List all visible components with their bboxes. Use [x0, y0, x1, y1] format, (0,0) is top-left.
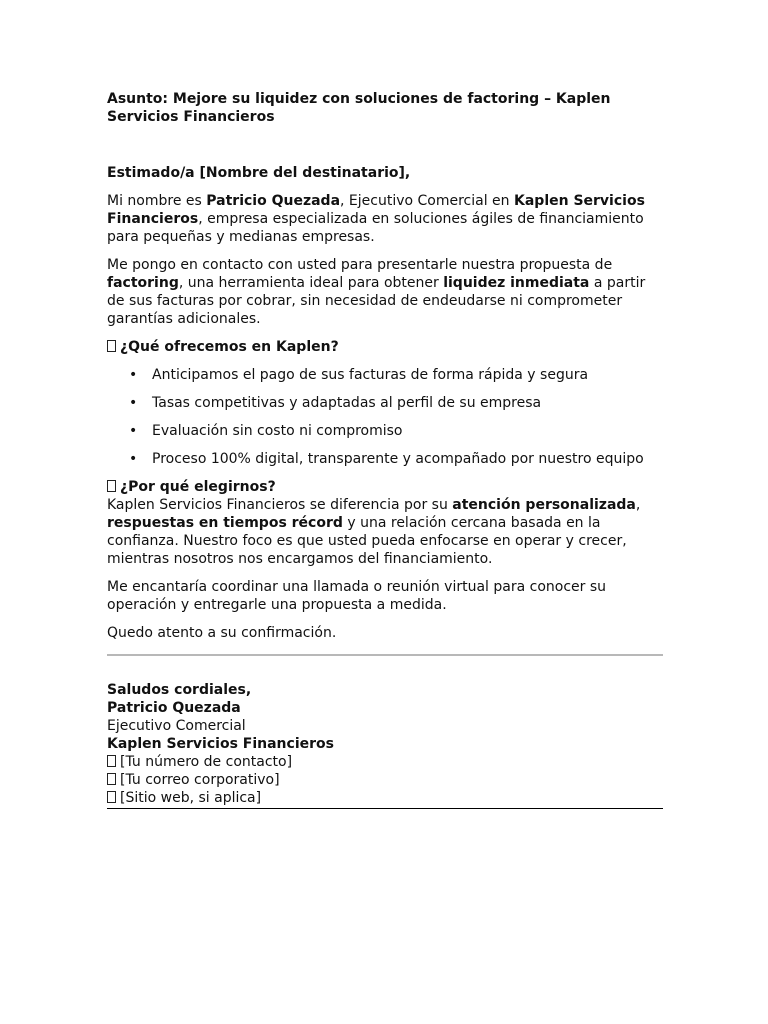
why-bold-1: atención personalizada: [452, 497, 636, 513]
why-heading-text: ¿Por qué elegirnos?: [120, 479, 276, 495]
meeting-paragraph: Me encantaría coordinar una llamada o reunión virtual para conocer su operación y entregarle una propuesta a medida.: [107, 579, 607, 613]
closing-line: Quedo atento a su confirmación.: [107, 625, 337, 641]
signature-block: [107, 681, 663, 807]
missing-glyph-icon: [107, 791, 116, 803]
list-item: [107, 450, 663, 468]
bullet-icon: •: [129, 451, 138, 467]
list-item-text: Anticipamos el pago de sus facturas de forma rápida y segura: [152, 367, 589, 383]
proposal-text-3: a partir de sus facturas por cobrar, sin necesidad de endeudarse ni comprometer garantías adicionales.: [107, 275, 646, 327]
intro-text-3: , empresa especializada en soluciones ágiles de financiamiento para pequeñas y medianas empresas.: [107, 211, 644, 245]
list-item-text: Tasas competitivas y adaptadas al perfil de su empresa: [152, 395, 542, 411]
bullet-icon: •: [129, 395, 138, 411]
missing-glyph-icon: [107, 755, 116, 767]
offer-heading: [107, 338, 663, 356]
signature-website-text: [Sitio web, si aplica]: [120, 790, 262, 806]
missing-glyph-icon: [107, 480, 116, 492]
why-paragraph: [107, 496, 663, 568]
letter-body: [107, 90, 663, 809]
bullet-icon: •: [129, 367, 138, 383]
proposal-paragraph: [107, 256, 663, 328]
subject-line: Asunto: Mejore su liquidez con soluciones de factoring – Kaplen Servicios Financieros: [107, 91, 611, 125]
sender-name: Patricio Quezada: [206, 193, 341, 209]
greeting: Estimado/a [Nombre del destinatario],: [107, 165, 411, 181]
bullet-icon: •: [129, 423, 138, 439]
signature-phone-text: [Tu número de contacto]: [120, 754, 293, 770]
proposal-bold-2: liquidez inmediata: [443, 275, 590, 291]
list-item: [107, 394, 663, 412]
proposal-text-2: , una herramienta ideal para obtener: [178, 275, 444, 291]
why-text-1: Kaplen Servicios Financieros se diferencia por su: [107, 497, 453, 513]
offer-heading-text: ¿Qué ofrecemos en Kaplen?: [120, 339, 339, 355]
proposal-text-1: Me pongo en contacto con usted para presentarle nuestra propuesta de: [107, 257, 613, 273]
list-item-text: Evaluación sin costo ni compromiso: [152, 423, 403, 439]
signature-website: [107, 789, 663, 807]
why-heading: [107, 478, 663, 496]
intro-text-2: , Ejecutivo Comercial en: [340, 193, 514, 209]
missing-glyph-icon: [107, 340, 116, 352]
signature-role: Ejecutivo Comercial: [107, 718, 246, 734]
list-item: [107, 366, 663, 384]
signature-email: [107, 771, 663, 789]
signature-salutation: Saludos cordiales,: [107, 682, 252, 698]
missing-glyph-icon: [107, 773, 116, 785]
horizontal-divider: [107, 654, 663, 656]
list-item-text: Proceso 100% digital, transparente y acompañado por nuestro equipo: [152, 451, 644, 467]
why-bold-2: respuestas en tiempos récord: [107, 515, 343, 531]
why-text-2: ,: [635, 497, 641, 513]
intro-text-1: Mi nombre es: [107, 193, 207, 209]
why-text-3: y una relación cercana basada en la confianza. Nuestro foco es que usted pueda enfocarse en operar y crecer, mientras nosotros nos encargamos del financiamiento.: [107, 515, 627, 567]
signature-phone: [107, 753, 663, 771]
signature-underline: [107, 808, 663, 809]
company-name: Kaplen Servicios Financieros: [107, 193, 645, 227]
offer-list: [107, 366, 663, 468]
signature-email-text: [Tu correo corporativo]: [120, 772, 280, 788]
list-item: [107, 422, 663, 440]
signature-company: Kaplen Servicios Financieros: [107, 736, 334, 752]
proposal-bold-1: factoring: [107, 275, 179, 291]
signature-name: Patricio Quezada: [107, 700, 241, 716]
intro-paragraph: [107, 192, 663, 246]
